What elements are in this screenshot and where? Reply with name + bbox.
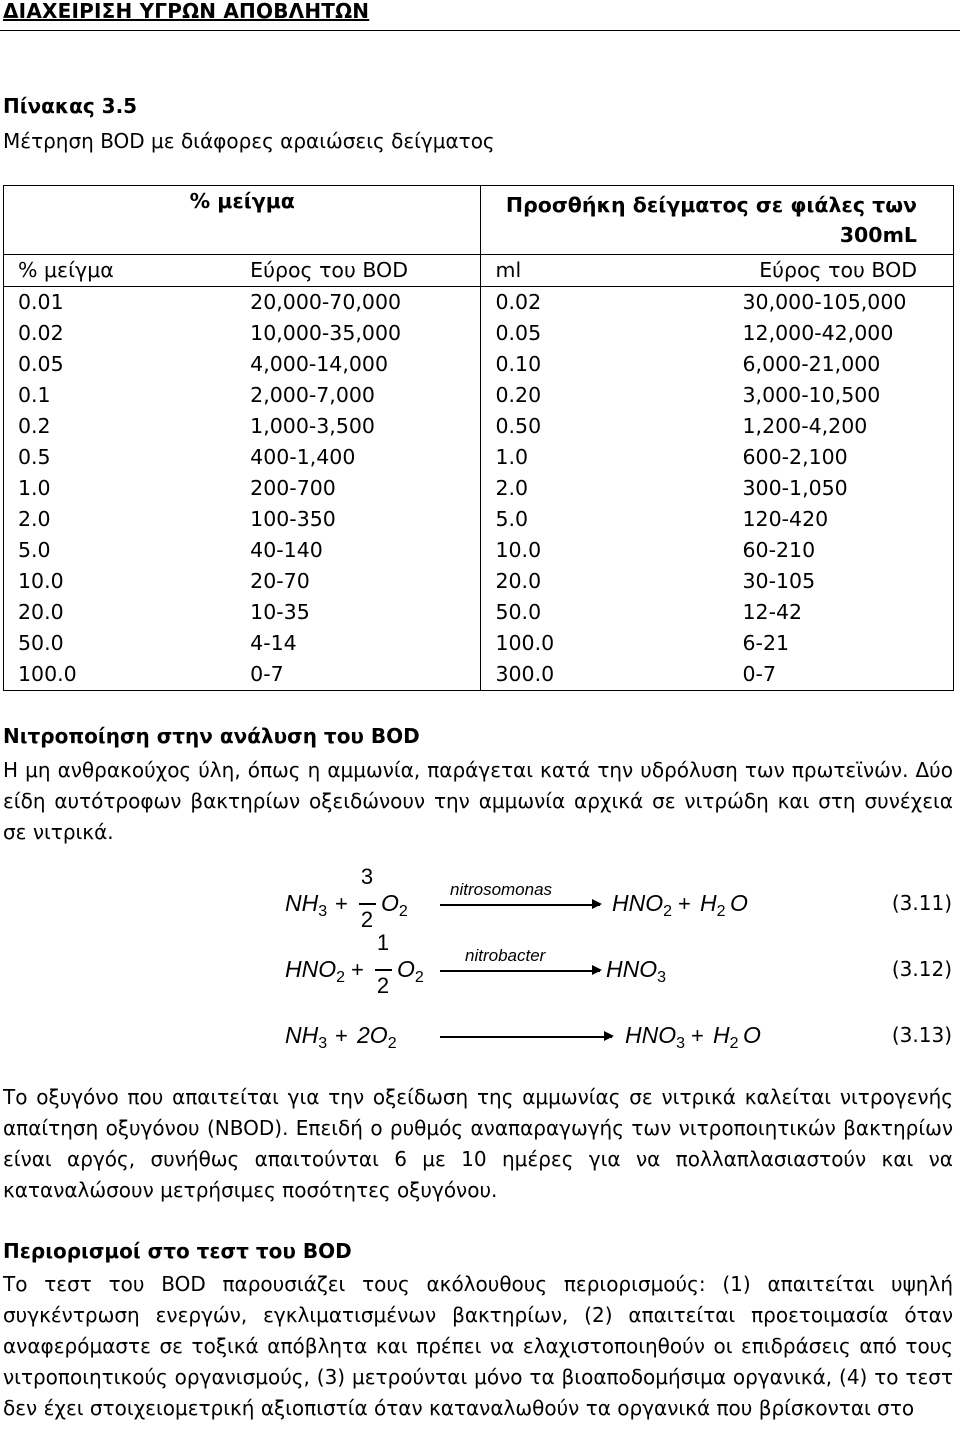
chemical-formula <box>357 1022 397 1053</box>
chemical-formula <box>285 890 327 921</box>
formula-symbol: NH <box>285 1022 319 1048</box>
formula-symbol: O <box>381 890 399 916</box>
table-row <box>4 287 954 319</box>
limitations-heading: Περιορισμοί στο τεστ του BOD <box>3 1239 352 1263</box>
chemical-formula <box>743 1022 761 1049</box>
table-cell: 2.0 <box>4 504 237 535</box>
fraction-denominator: 2 <box>360 907 374 932</box>
fraction-numerator: 3 <box>360 864 374 889</box>
plus-sign: + <box>335 1023 348 1048</box>
table-cell: 0.10 <box>481 349 727 380</box>
table-cell: 6,000-21,000 <box>727 349 954 380</box>
table-row <box>4 597 954 628</box>
table-cell: 100-350 <box>250 507 336 531</box>
plus-sign: + <box>678 891 691 916</box>
formula-subscript: 3 <box>657 969 667 986</box>
chemical-formula <box>285 956 345 987</box>
table-cell: 5.0 <box>481 504 727 535</box>
table-cell: 200-700 <box>250 476 336 500</box>
table-row <box>4 442 954 473</box>
nitrification-heading: Νιτροποίηση στην ανάλυση του BOD <box>3 724 420 748</box>
formula-symbol: HNO <box>612 890 664 916</box>
chemical-formula <box>730 890 748 917</box>
equation-number: (3.12) <box>891 957 952 981</box>
table-cell: 0.02 <box>481 287 727 319</box>
formula-symbol: HNO <box>285 956 337 982</box>
chemical-formula <box>397 956 424 987</box>
table-cell: 1.0 <box>4 473 237 504</box>
group-header-bottles: Προσθήκη δείγματος σε φιάλες των 300mL <box>481 186 954 255</box>
table-cell: 20-70 <box>250 569 310 593</box>
fraction-bar <box>359 903 376 905</box>
table-cell: 30,000-105,000 <box>727 287 954 319</box>
catalyst-label: nitrosomonas <box>450 880 553 899</box>
table-cell: 100.0 <box>481 628 727 659</box>
column-header: ml <box>481 255 727 287</box>
table-cell: 600-2,100 <box>727 442 954 473</box>
group-header-mix: % μείγμα <box>4 186 481 255</box>
table-cell: 20.0 <box>481 566 727 597</box>
table-row <box>4 504 954 535</box>
table-cell: 12,000-42,000 <box>727 318 954 349</box>
table-row <box>4 566 954 597</box>
table-cell: 300.0 <box>481 659 727 691</box>
plus-sign: + <box>691 1023 704 1048</box>
table-row <box>4 535 954 566</box>
formula-subscript: 2 <box>729 1035 739 1052</box>
table-cell: 6-21 <box>727 628 954 659</box>
chemical-formula <box>612 890 672 921</box>
table-cell: 0.05 <box>4 349 237 380</box>
page-header <box>0 0 960 31</box>
table-description: Μέτρηση BOD με διάφορες αραιώσεις δείγματος <box>3 129 495 153</box>
chemical-formula <box>625 1022 685 1053</box>
table-cell: 0.1 <box>4 380 237 411</box>
table-column-header-row <box>4 255 954 287</box>
table-cell: 10-35 <box>250 600 310 624</box>
table-row <box>4 659 954 691</box>
table-cell: 4-14 <box>250 631 297 655</box>
table-cell: 40-140 <box>250 538 323 562</box>
column-header: % μείγμα <box>4 255 237 287</box>
limitations-text: Το τεστ του BOD παρουσιάζει τους ακόλουθους περιορισμούς: (1) απαιτείται υψηλή συγκέντρωση ενεργών, εγκλιματισμένων βακτηρίων, (2) απαιτείται προετοιμασία όταν αναφερόμαστε σε τοξικά απόβλητα και πρέπει να ελαχιστοποιηθούν οι επιδράσεις από τους νιτροποιητικούς οργανισμούς, (3) μετρούνται μόνο τα βιοαποδομήσιμα οργανικά, (4) το τεστ δεν έχει στοιχειομετρική αξιοπιστία όταν καταναλωθούν τα οργανικά που βρίσκονται στο <box>3 1272 953 1420</box>
table-row <box>4 411 954 442</box>
chemical-formula <box>606 956 666 987</box>
table-cell: 0-7 <box>727 659 954 691</box>
fraction-denominator: 2 <box>376 973 390 998</box>
formula-symbol: H <box>700 890 717 916</box>
formula-subscript: 3 <box>318 1035 328 1052</box>
table-cell: 100.0 <box>4 659 237 691</box>
reaction-arrow <box>440 1036 612 1038</box>
table-group-header-row <box>4 186 954 255</box>
table-cell: 0.5 <box>4 442 237 473</box>
table-cell: 50.0 <box>481 597 727 628</box>
column-header: Εύρος του BOD <box>727 255 954 287</box>
column-header: Εύρος του BOD <box>236 255 481 287</box>
chapter-title: ΔΙΑΧΕΙΡΙΣΗ ΥΓΡΩΝ ΑΠΟΒΛΗΤΩΝ <box>3 0 370 23</box>
chemical-formula <box>700 890 726 921</box>
table-cell: 0.02 <box>4 318 237 349</box>
formula-subscript: 2 <box>716 903 726 920</box>
reaction-arrow <box>440 904 600 906</box>
table-row <box>4 380 954 411</box>
formula-symbol: O <box>743 1022 761 1048</box>
fraction-bar <box>375 969 392 971</box>
table-cell: 400-1,400 <box>250 445 356 469</box>
formula-subscript: 3 <box>318 903 328 920</box>
formula-symbol: NH <box>285 890 319 916</box>
table-cell: 4,000-14,000 <box>250 352 388 376</box>
chemical-formula <box>285 1022 327 1053</box>
fraction-numerator: 1 <box>376 930 390 955</box>
formula-symbol: HNO <box>625 1022 677 1048</box>
table-cell: 1.0 <box>481 442 727 473</box>
table-cell: 10,000-35,000 <box>250 321 402 345</box>
table-row <box>4 318 954 349</box>
table-cell: 300-1,050 <box>727 473 954 504</box>
equation-number: (3.13) <box>891 1023 952 1047</box>
equation <box>0 1002 960 1068</box>
catalyst-label: nitrobacter <box>465 946 546 965</box>
reaction-arrow <box>440 970 600 972</box>
table-row <box>4 473 954 504</box>
plus-sign: + <box>351 957 364 982</box>
chemical-formula <box>713 1022 739 1053</box>
table-cell: 2.0 <box>481 473 727 504</box>
formula-subscript: 2 <box>398 903 408 920</box>
equation <box>0 930 960 1002</box>
table-cell: 2,000-7,000 <box>250 383 375 407</box>
nitrification-text: Η μη ανθρακούχος ύλη, όπως η αμμωνία, παράγεται κατά την υδρόλυση των πρωτεϊνών. Δύο είδη αυτότροφων βακτηρίων οξειδώνουν την αμμωνία αρχικά σε νιτρώδη και στη συνέχεια σε νιτρικά. <box>3 758 953 844</box>
table-cell: 0.05 <box>481 318 727 349</box>
table-cell: 0.01 <box>4 287 237 319</box>
table-cell: 120-420 <box>727 504 954 535</box>
table-cell: 0.50 <box>481 411 727 442</box>
table-cell: 0.2 <box>4 411 237 442</box>
table-cell: 1,000-3,500 <box>250 414 375 438</box>
formula-symbol: O <box>397 956 415 982</box>
formula-symbol: 2O <box>357 1022 388 1048</box>
table-cell: 60-210 <box>727 535 954 566</box>
table-cell: 5.0 <box>4 535 237 566</box>
formula-subscript: 2 <box>336 969 346 986</box>
table-row <box>4 349 954 380</box>
plus-sign: + <box>335 891 348 916</box>
table-cell: 20,000-70,000 <box>250 290 402 314</box>
formula-subscript: 3 <box>676 1035 686 1052</box>
formula-symbol: HNO <box>606 956 658 982</box>
table-label: Πίνακας 3.5 <box>3 94 138 118</box>
table-cell: 1,200-4,200 <box>727 411 954 442</box>
formula-symbol: O <box>730 890 748 916</box>
table-cell: 20.0 <box>4 597 237 628</box>
formula-subscript: 2 <box>387 1035 397 1052</box>
formula-subscript: 2 <box>414 969 424 986</box>
table-cell: 12-42 <box>727 597 954 628</box>
table-cell: 0.20 <box>481 380 727 411</box>
table-cell: 0-7 <box>236 659 481 691</box>
equation-number: (3.11) <box>891 891 952 915</box>
formula-subscript: 2 <box>663 903 673 920</box>
table-cell: 3,000-10,500 <box>727 380 954 411</box>
table-cell: 10.0 <box>481 535 727 566</box>
table-cell: 10.0 <box>4 566 237 597</box>
bod-dilution-table <box>3 185 954 691</box>
equation <box>0 864 960 936</box>
formula-symbol: H <box>713 1022 730 1048</box>
table-cell: 30-105 <box>727 566 954 597</box>
table-row <box>4 628 954 659</box>
chemical-formula <box>381 890 408 921</box>
table-cell: 50.0 <box>4 628 237 659</box>
nbod-paragraph: Το οξυγόνο που απαιτείται για την οξείδωση της αμμωνίας σε νιτρικά καλείται νιτρογενής απαίτηση οξυγόνου (NBOD). Επειδή ο ρυθμός αναπαραγωγής των νιτροποιητικών βακτηρίων είναι αργός, συνήθως απαιτούνται 6 με 10 ημέρες για να πολλαπλασιαστούν και να καταναλώσουν μετρήσιμες ποσότητες οξυγόνου. <box>3 1085 953 1202</box>
